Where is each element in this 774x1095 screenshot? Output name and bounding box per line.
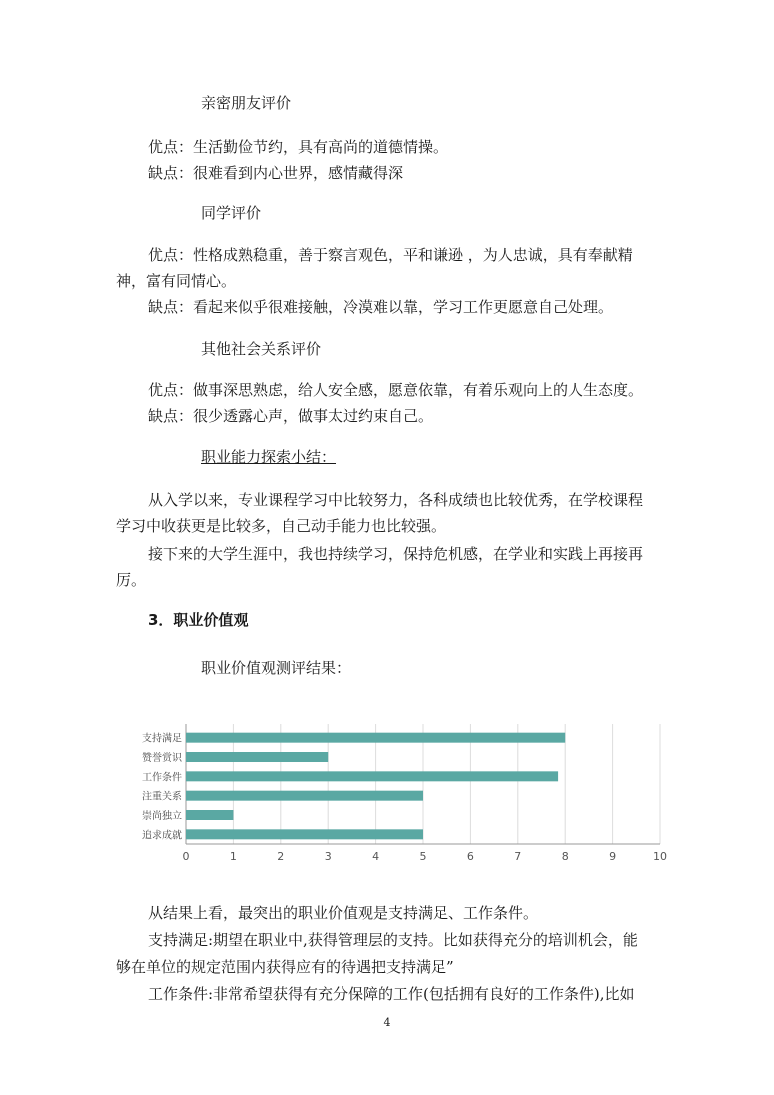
other-social-cons: 缺点：很少透露心声，做事太过约束自己。 — [148, 407, 434, 425]
career-values-bar-chart — [100, 720, 680, 870]
x-tick-label: 10 — [653, 850, 667, 863]
close-friends-cons: 缺点：很难看到内心世界，感情藏得深 — [148, 164, 404, 182]
category-label: 工作条件 — [142, 772, 182, 784]
close-friends-pros: 优点：生活勤俭节约，具有高尚的道德情操。 — [148, 138, 449, 156]
ability-para1-line1: 从入学以来，专业课程学习中比较努力，各科成绩也比较优秀，在学校课程 — [148, 491, 644, 509]
bar — [186, 810, 233, 820]
classmates-pros-line2: 神，富有同情心。 — [116, 272, 237, 290]
classmates-cons: 缺点：看起来似乎很难接触，冷漠难以靠，学习工作更愿意自己处理。 — [148, 298, 614, 316]
values-result-label: 职业价值观测评结果： — [201, 659, 352, 677]
bar — [186, 829, 423, 839]
x-tick-label: 3 — [324, 850, 332, 863]
category-label: 赞誉赏识 — [142, 753, 182, 764]
ability-para1-line2: 学习中收获更是比较多，自己动手能力也比较强。 — [116, 517, 447, 535]
x-tick-label: 0 — [182, 850, 190, 863]
classmates-pros-line1: 优点：性格成熟稳重，善于察言观色，平和谦逊 ，为人忠诚，具有奉献精 — [148, 246, 633, 264]
other-social-heading: 其他社会关系评价 — [201, 340, 322, 358]
x-tick-label: 1 — [229, 850, 237, 863]
bar — [186, 771, 558, 781]
category-label: 注重关系 — [142, 791, 182, 803]
x-tick-label: 5 — [419, 850, 427, 863]
category-label: 支持满足 — [142, 733, 182, 745]
classmates-heading: 同学评价 — [201, 204, 262, 222]
ability-para2-line2: 厉。 — [116, 571, 147, 589]
x-tick-label: 4 — [372, 850, 380, 863]
x-tick-label: 2 — [277, 850, 285, 863]
bar — [186, 752, 328, 762]
x-tick-label: 6 — [466, 850, 474, 863]
category-label: 追求成就 — [142, 830, 182, 842]
bar — [186, 733, 565, 743]
category-label: 崇尚独立 — [142, 811, 182, 822]
ability-para2-line1: 接下来的大学生涯中，我也持续学习，保持危机感，在学业和实践上再接再 — [148, 545, 644, 563]
close-friends-heading: 亲密朋友评价 — [201, 94, 292, 112]
values-section-title: 3．职业价值观 — [148, 611, 249, 629]
bar — [186, 791, 423, 801]
ability-summary-heading: 职业能力探索小结： — [201, 448, 337, 466]
other-social-pros: 优点：做事深思熟虑，给人安全感，愿意依靠，有着乐观向上的人生态度。 — [148, 381, 644, 399]
support-line2: 够在单位的规定范围内获得应有的待遇把支持满足” — [116, 958, 454, 976]
x-tick-label: 8 — [561, 850, 569, 863]
support-line1: 支持满足:期望在职业中,获得管理层的支持。比如获得充分的培训机会，能 — [148, 931, 638, 949]
values-conclusion: 从结果上看，最突出的职业价值观是支持满足、工作条件。 — [148, 904, 539, 922]
x-tick-label: 7 — [514, 850, 522, 863]
conditions-line1: 工作条件:非常希望获得有充分保障的工作(包括拥有良好的工作条件),比如 — [148, 985, 635, 1003]
x-tick-label: 9 — [609, 850, 617, 863]
page-number: 4 — [383, 1016, 391, 1029]
